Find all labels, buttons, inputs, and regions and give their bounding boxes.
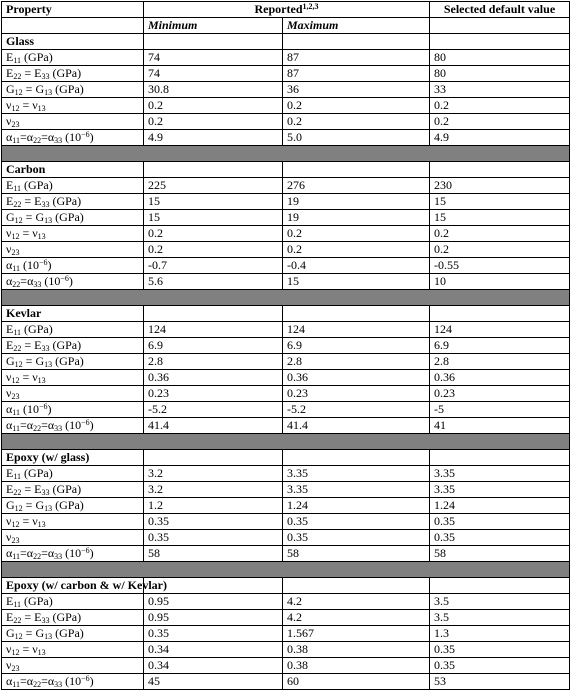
selected-cell: 3.35 (430, 466, 570, 482)
table-row (2, 626, 570, 642)
selected-cell: 0.35 (430, 658, 570, 674)
maximum-cell: 60 (283, 674, 430, 690)
property-cell: $G_{12} = G_{13}$ (GPa) (2, 354, 144, 370)
table-row (2, 610, 570, 626)
minimum-cell: 0.34 (144, 658, 283, 674)
minimum-cell: 6.9 (144, 338, 283, 354)
maximum-cell: 0.35 (283, 530, 430, 546)
selected-cell: 0.2 (430, 226, 570, 242)
minimum-cell: -5.2 (144, 402, 283, 418)
property-cell: $E_{22} = E_{33}$ (GPa) (2, 194, 144, 210)
minimum-cell: 45 (144, 674, 283, 690)
selected-cell: 3.5 (430, 610, 570, 626)
minimum-cell: 58 (144, 546, 283, 562)
minimum-cell: 3.2 (144, 482, 283, 498)
property-cell: $E_{11}$ (GPa) (2, 178, 144, 194)
table-row (2, 594, 570, 610)
selected-cell: -5 (430, 402, 570, 418)
selected-cell: 80 (430, 50, 570, 66)
property-cell: $\nu_{12} = \nu_{13}$ (2, 98, 144, 114)
subheader-minimum: Minimum (144, 18, 283, 34)
group-separator (2, 434, 570, 450)
header-reported: Reported$^{1,2,3}$ (144, 2, 430, 18)
table-row (2, 66, 570, 82)
maximum-cell: 87 (283, 66, 430, 82)
minimum-cell: 0.95 (144, 610, 283, 626)
selected-cell: 124 (430, 322, 570, 338)
maximum-cell: 1.567 (283, 626, 430, 642)
selected-cell: 53 (430, 674, 570, 690)
minimum-cell: 0.36 (144, 370, 283, 386)
selected-cell: 3.35 (430, 482, 570, 498)
maximum-cell: 0.2 (283, 114, 430, 130)
minimum-cell: 0.34 (144, 642, 283, 658)
property-cell: $\alpha_{11}=\alpha_{22}=\alpha_{33}$ $(10^{-6})$ (2, 130, 144, 146)
property-cell: $\alpha_{22}=\alpha_{33}$ $(10^{-6})$ (2, 274, 144, 290)
minimum-cell: 225 (144, 178, 283, 194)
property-cell: $\alpha_{11}$ $(10^{-6})$ (2, 258, 144, 274)
table-row (2, 338, 570, 354)
maximum-cell: 6.9 (283, 338, 430, 354)
selected-cell: 0.36 (430, 370, 570, 386)
property-cell: $\alpha_{11}=\alpha_{22}=\alpha_{33}$ $(10^{-6})$ (2, 418, 144, 434)
minimum-cell: 0.35 (144, 530, 283, 546)
maximum-cell: -5.2 (283, 402, 430, 418)
maximum-cell: 1.24 (283, 498, 430, 514)
table-row (2, 258, 570, 274)
property-cell: $\nu_{23}$ (2, 242, 144, 258)
minimum-cell: 0.2 (144, 114, 283, 130)
table-row (2, 658, 570, 674)
group-separator (2, 290, 570, 306)
minimum-cell: 0.35 (144, 514, 283, 530)
selected-cell: 15 (430, 210, 570, 226)
selected-cell: 33 (430, 82, 570, 98)
table-row (2, 498, 570, 514)
property-cell: $\nu_{23}$ (2, 658, 144, 674)
property-cell: $\alpha_{11}=\alpha_{22}=\alpha_{33}$ $(10^{-6})$ (2, 546, 144, 562)
selected-cell: 41 (430, 418, 570, 434)
property-cell: $E_{11}$ (GPa) (2, 50, 144, 66)
property-cell: $G_{12} = G_{13}$ (GPa) (2, 626, 144, 642)
selected-cell: 3.5 (430, 594, 570, 610)
table-row (2, 194, 570, 210)
minimum-cell: 41.4 (144, 418, 283, 434)
table-row (2, 370, 570, 386)
table-row (2, 226, 570, 242)
table-row (2, 642, 570, 658)
selected-cell: 0.2 (430, 242, 570, 258)
minimum-cell: 3.2 (144, 466, 283, 482)
table-row (2, 418, 570, 434)
group-separator (2, 562, 570, 578)
minimum-cell: 0.95 (144, 594, 283, 610)
selected-cell: 0.2 (430, 98, 570, 114)
maximum-cell: 41.4 (283, 418, 430, 434)
minimum-cell: -0.7 (144, 258, 283, 274)
maximum-cell: 0.36 (283, 370, 430, 386)
maximum-cell: 276 (283, 178, 430, 194)
maximum-cell: 2.8 (283, 354, 430, 370)
table-row (2, 514, 570, 530)
maximum-cell: 5.0 (283, 130, 430, 146)
minimum-cell: 0.2 (144, 226, 283, 242)
maximum-cell: 58 (283, 546, 430, 562)
table-row (2, 50, 570, 66)
group-name: Epoxy (w/ carbon & w/ Kevlar) (2, 578, 144, 594)
group-separator (2, 146, 570, 162)
property-cell: $E_{22} = E_{33}$ (GPa) (2, 482, 144, 498)
group-header-row (2, 578, 570, 594)
table-row (2, 82, 570, 98)
property-cell: $E_{22} = E_{33}$ (GPa) (2, 66, 144, 82)
maximum-cell: 0.23 (283, 386, 430, 402)
selected-cell: 1.24 (430, 498, 570, 514)
table-row (2, 98, 570, 114)
minimum-cell: 0.2 (144, 242, 283, 258)
subheader-empty (2, 18, 144, 34)
property-cell: $G_{12} = G_{13}$ (GPa) (2, 210, 144, 226)
maximum-cell: 19 (283, 210, 430, 226)
table-row (2, 402, 570, 418)
table-row (2, 210, 570, 226)
table-row (2, 674, 570, 690)
maximum-cell: 36 (283, 82, 430, 98)
selected-cell: 0.35 (430, 642, 570, 658)
selected-cell: 10 (430, 274, 570, 290)
table-body (2, 34, 570, 690)
maximum-cell: 19 (283, 194, 430, 210)
selected-cell: 58 (430, 546, 570, 562)
group-header-row (2, 162, 570, 178)
subheader-maximum: Maximum (283, 18, 430, 34)
table-row (2, 386, 570, 402)
minimum-cell: 74 (144, 66, 283, 82)
selected-cell: 0.35 (430, 514, 570, 530)
selected-cell: -0.55 (430, 258, 570, 274)
property-cell: $\nu_{12} = \nu_{13}$ (2, 642, 144, 658)
table-row (2, 274, 570, 290)
maximum-cell: 0.2 (283, 226, 430, 242)
selected-cell: 230 (430, 178, 570, 194)
table-row (2, 482, 570, 498)
minimum-cell: 0.35 (144, 626, 283, 642)
property-cell: $E_{22} = E_{33}$ (GPa) (2, 610, 144, 626)
minimum-cell: 30.8 (144, 82, 283, 98)
table-row (2, 178, 570, 194)
maximum-cell: 0.2 (283, 98, 430, 114)
maximum-cell: 15 (283, 274, 430, 290)
property-cell: $G_{12} = G_{13}$ (GPa) (2, 498, 144, 514)
maximum-cell: 0.38 (283, 642, 430, 658)
selected-cell: 4.9 (430, 130, 570, 146)
minimum-cell: 124 (144, 322, 283, 338)
selected-cell: 80 (430, 66, 570, 82)
maximum-cell: 4.2 (283, 594, 430, 610)
header-selected: Selected default value (430, 2, 570, 18)
selected-cell: 15 (430, 194, 570, 210)
maximum-cell: -0.4 (283, 258, 430, 274)
minimum-cell: 74 (144, 50, 283, 66)
property-cell: $E_{11}$ (GPa) (2, 466, 144, 482)
property-cell: $\alpha_{11}$ $(10^{-6})$ (2, 402, 144, 418)
material-properties-table (1, 1, 570, 690)
property-cell: $\alpha_{11}=\alpha_{22}=\alpha_{33}$ $(10^{-6})$ (2, 674, 144, 690)
selected-cell: 1.3 (430, 626, 570, 642)
property-cell: $\nu_{23}$ (2, 530, 144, 546)
maximum-cell: 3.35 (283, 466, 430, 482)
property-cell: $\nu_{23}$ (2, 114, 144, 130)
maximum-cell: 0.38 (283, 658, 430, 674)
selected-cell: 2.8 (430, 354, 570, 370)
maximum-cell: 124 (283, 322, 430, 338)
group-name: Epoxy (w/ glass) (2, 450, 144, 466)
minimum-cell: 5.6 (144, 274, 283, 290)
property-cell: $E_{11}$ (GPa) (2, 594, 144, 610)
selected-cell: 0.35 (430, 530, 570, 546)
property-cell: $\nu_{12} = \nu_{13}$ (2, 226, 144, 242)
property-cell: $\nu_{23}$ (2, 386, 144, 402)
maximum-cell: 4.2 (283, 610, 430, 626)
table-row (2, 114, 570, 130)
minimum-cell: 0.2 (144, 98, 283, 114)
group-name: Carbon (2, 162, 144, 178)
maximum-cell: 0.2 (283, 242, 430, 258)
minimum-cell: 2.8 (144, 354, 283, 370)
table-row (2, 242, 570, 258)
table-row (2, 322, 570, 338)
table-row (2, 354, 570, 370)
header-row (2, 2, 570, 18)
subheader-row (2, 18, 570, 34)
maximum-cell: 0.35 (283, 514, 430, 530)
property-cell: $E_{11}$ (GPa) (2, 322, 144, 338)
header-property: Property (2, 2, 144, 18)
group-name: Glass (2, 34, 144, 50)
selected-cell: 6.9 (430, 338, 570, 354)
group-header-row (2, 450, 570, 466)
minimum-cell: 15 (144, 210, 283, 226)
property-cell: $\nu_{12} = \nu_{13}$ (2, 514, 144, 530)
minimum-cell: 1.2 (144, 498, 283, 514)
property-cell: $\nu_{12} = \nu_{13}$ (2, 370, 144, 386)
minimum-cell: 4.9 (144, 130, 283, 146)
group-header-row (2, 34, 570, 50)
table-row (2, 130, 570, 146)
table-row (2, 466, 570, 482)
table-row (2, 530, 570, 546)
property-cell: $E_{22} = E_{33}$ (GPa) (2, 338, 144, 354)
minimum-cell: 15 (144, 194, 283, 210)
maximum-cell: 87 (283, 50, 430, 66)
selected-cell: 0.23 (430, 386, 570, 402)
selected-cell: 0.2 (430, 114, 570, 130)
minimum-cell: 0.23 (144, 386, 283, 402)
property-cell: $G_{12} = G_{13}$ (GPa) (2, 82, 144, 98)
maximum-cell: 3.35 (283, 482, 430, 498)
subheader-empty (430, 18, 570, 34)
group-header-row (2, 306, 570, 322)
group-name: Kevlar (2, 306, 144, 322)
table-row (2, 546, 570, 562)
